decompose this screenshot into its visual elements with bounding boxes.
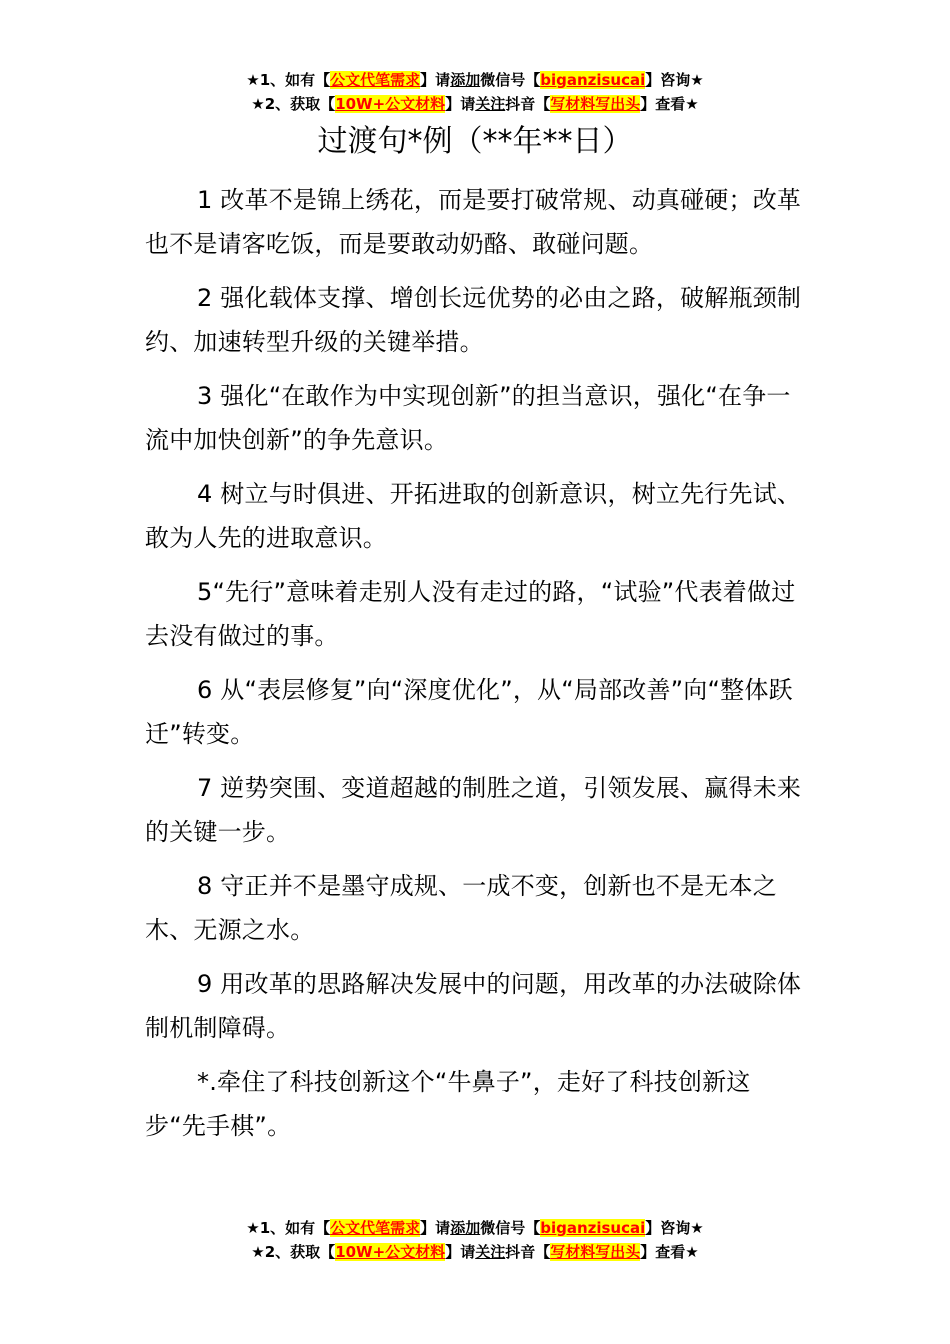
paragraph-3: 3 强化“在敢作为中实现创新”的担当意识，强化“在争一流中加快创新”的争先意识。 (145, 382, 791, 454)
promo-line-1 (0, 68, 950, 92)
promo-text: 】请 (445, 95, 476, 113)
paragraph-10: *.牵住了科技创新这个“牛鼻子”，走好了科技创新这步“先手棋”。 (145, 1068, 751, 1140)
promo-highlight: 10W+公文材料 (335, 1243, 446, 1261)
promo-text: 】查看★ (640, 95, 699, 113)
promo-text: 微信号【 (480, 1219, 541, 1237)
promo-wechat-id: biganzisucai (540, 71, 646, 89)
promo-text: 抖音【 (505, 1243, 551, 1261)
paragraph-7: 7 逆势突围、变道超越的制胜之道，引领发展、赢得未来的关键一步。 (145, 774, 802, 846)
paragraph-1: 1 改革不是锦上绣花，而是要打破常规、动真碰硬；改革也不是请客吃饭，而是要敢动奶酪、敢碰问题。 (145, 186, 802, 258)
promo-underlined-text: 添加 (450, 71, 481, 89)
promo-text: 】请 (420, 1219, 451, 1237)
promo-wechat-id: biganzisucai (540, 1219, 646, 1237)
promo-highlight: 10W+公文材料 (335, 95, 446, 113)
promo-line-2 (0, 92, 950, 116)
paragraph-9: 9 用改革的思路解决发展中的问题，用改革的办法破除体制机制障碍。 (145, 970, 802, 1042)
promo-highlight: 公文代笔需求 (330, 71, 421, 89)
promo-banner-top (0, 68, 950, 116)
promo-underlined-text: 关注 (475, 1243, 506, 1261)
promo-line-1 (0, 1216, 950, 1240)
promo-text: 】咨询★ (645, 1219, 704, 1237)
promo-text: ★2、获取【 (251, 1243, 336, 1261)
document-title: 过渡句*例（**年**日） (317, 124, 633, 159)
promo-text: 微信号【 (480, 71, 541, 89)
promo-douyin-id: 写材料写出头 (550, 1243, 641, 1261)
promo-text: ★1、如有【 (246, 1219, 331, 1237)
promo-text: ★1、如有【 (246, 71, 331, 89)
promo-text: 】请 (420, 71, 451, 89)
document-body (145, 178, 810, 1158)
paragraph-8: 8 守正并不是墨守成规、一成不变，创新也不是无本之木、无源之水。 (145, 872, 777, 944)
promo-underlined-text: 关注 (475, 95, 506, 113)
paragraph-4: 4 树立与时俱进、开拓进取的创新意识，树立先行先试、敢为人先的进取意识。 (145, 480, 802, 552)
promo-text: ★2、获取【 (251, 95, 336, 113)
promo-text: 】查看★ (640, 1243, 699, 1261)
promo-underlined-text: 添加 (450, 1219, 481, 1237)
paragraph-5: 5“先行”意味着走别人没有走过的路，“试验”代表着做过去没有做过的事。 (145, 578, 796, 650)
paragraph-2: 2 强化载体支撑、增创长远优势的必由之路，破解瓶颈制约、加速转型升级的关键举措。 (145, 284, 802, 356)
promo-line-2 (0, 1240, 950, 1264)
promo-text: 】请 (445, 1243, 476, 1261)
promo-text: 抖音【 (505, 95, 551, 113)
promo-banner-bottom (0, 1216, 950, 1264)
promo-douyin-id: 写材料写出头 (550, 95, 641, 113)
promo-text: 】咨询★ (645, 71, 704, 89)
promo-highlight: 公文代笔需求 (330, 1219, 421, 1237)
paragraph-6: 6 从“表层修复”向“深度优化”，从“局部改善”向“整体跃迁”转变。 (145, 676, 793, 748)
